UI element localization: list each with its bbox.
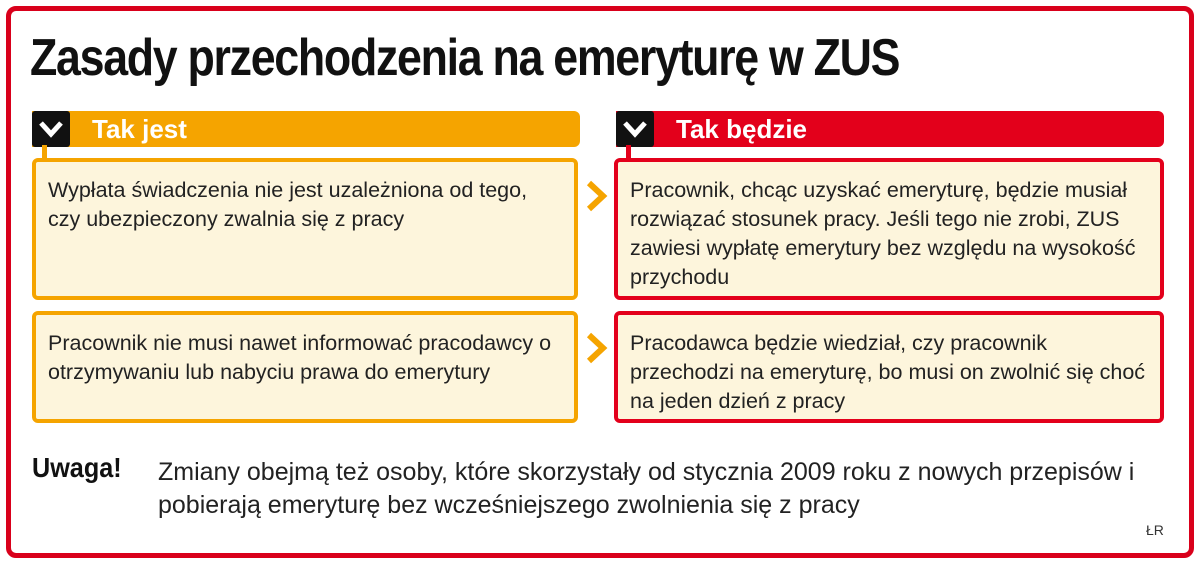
- column-header-future: [616, 111, 1164, 147]
- chevron-right-icon: [580, 328, 612, 368]
- column-header-label: Tak jest: [92, 113, 187, 144]
- column-header-label: Tak będzie: [676, 113, 808, 144]
- note-text: Zmiany obejmą też osoby, które skorzystały od stycznia 2009 roku z nowych przepisów i pobierają emeryturę bez wcześniejszego zwolnienia się z pracy: [158, 458, 1135, 519]
- current-rule-text: Pracownik nie musi nawet informować pracodawcy o otrzymywaniu lub nabyciu prawa do emerytury: [48, 331, 552, 384]
- future-rule-text: Pracodawca będzie wiedział, czy pracownik przechodzi na emeryturę, bo musi on zwolnić się choć na jeden dzień z pracy: [630, 331, 1146, 413]
- current-rule-box: [32, 311, 578, 423]
- future-rule-box: [614, 311, 1164, 423]
- page-title: Zasady przechodzenia na emeryturę w ZUS: [30, 29, 900, 87]
- note-label: Uwaga!: [32, 452, 122, 483]
- current-rule-text: Wypłata świadczenia nie jest uzależniona od tego, czy ubezpieczony zwalnia się z pracy: [48, 178, 528, 231]
- current-rule-box: [32, 158, 578, 300]
- future-rule-box: [614, 158, 1164, 300]
- chevron-down-icon: [32, 111, 70, 147]
- chevron-right-icon: [580, 176, 612, 216]
- column-header-current: [32, 111, 580, 147]
- chevron-down-icon: [616, 111, 654, 147]
- author-credit: ŁR: [1146, 522, 1164, 538]
- future-rule-text: Pracownik, chcąc uzyskać emeryturę, będzie musiał rozwiązać stosunek pracy. Jeśli tego nie zrobi, ZUS zawiesi wypłatę emerytury bez względu na wysokość przychodu: [630, 178, 1136, 289]
